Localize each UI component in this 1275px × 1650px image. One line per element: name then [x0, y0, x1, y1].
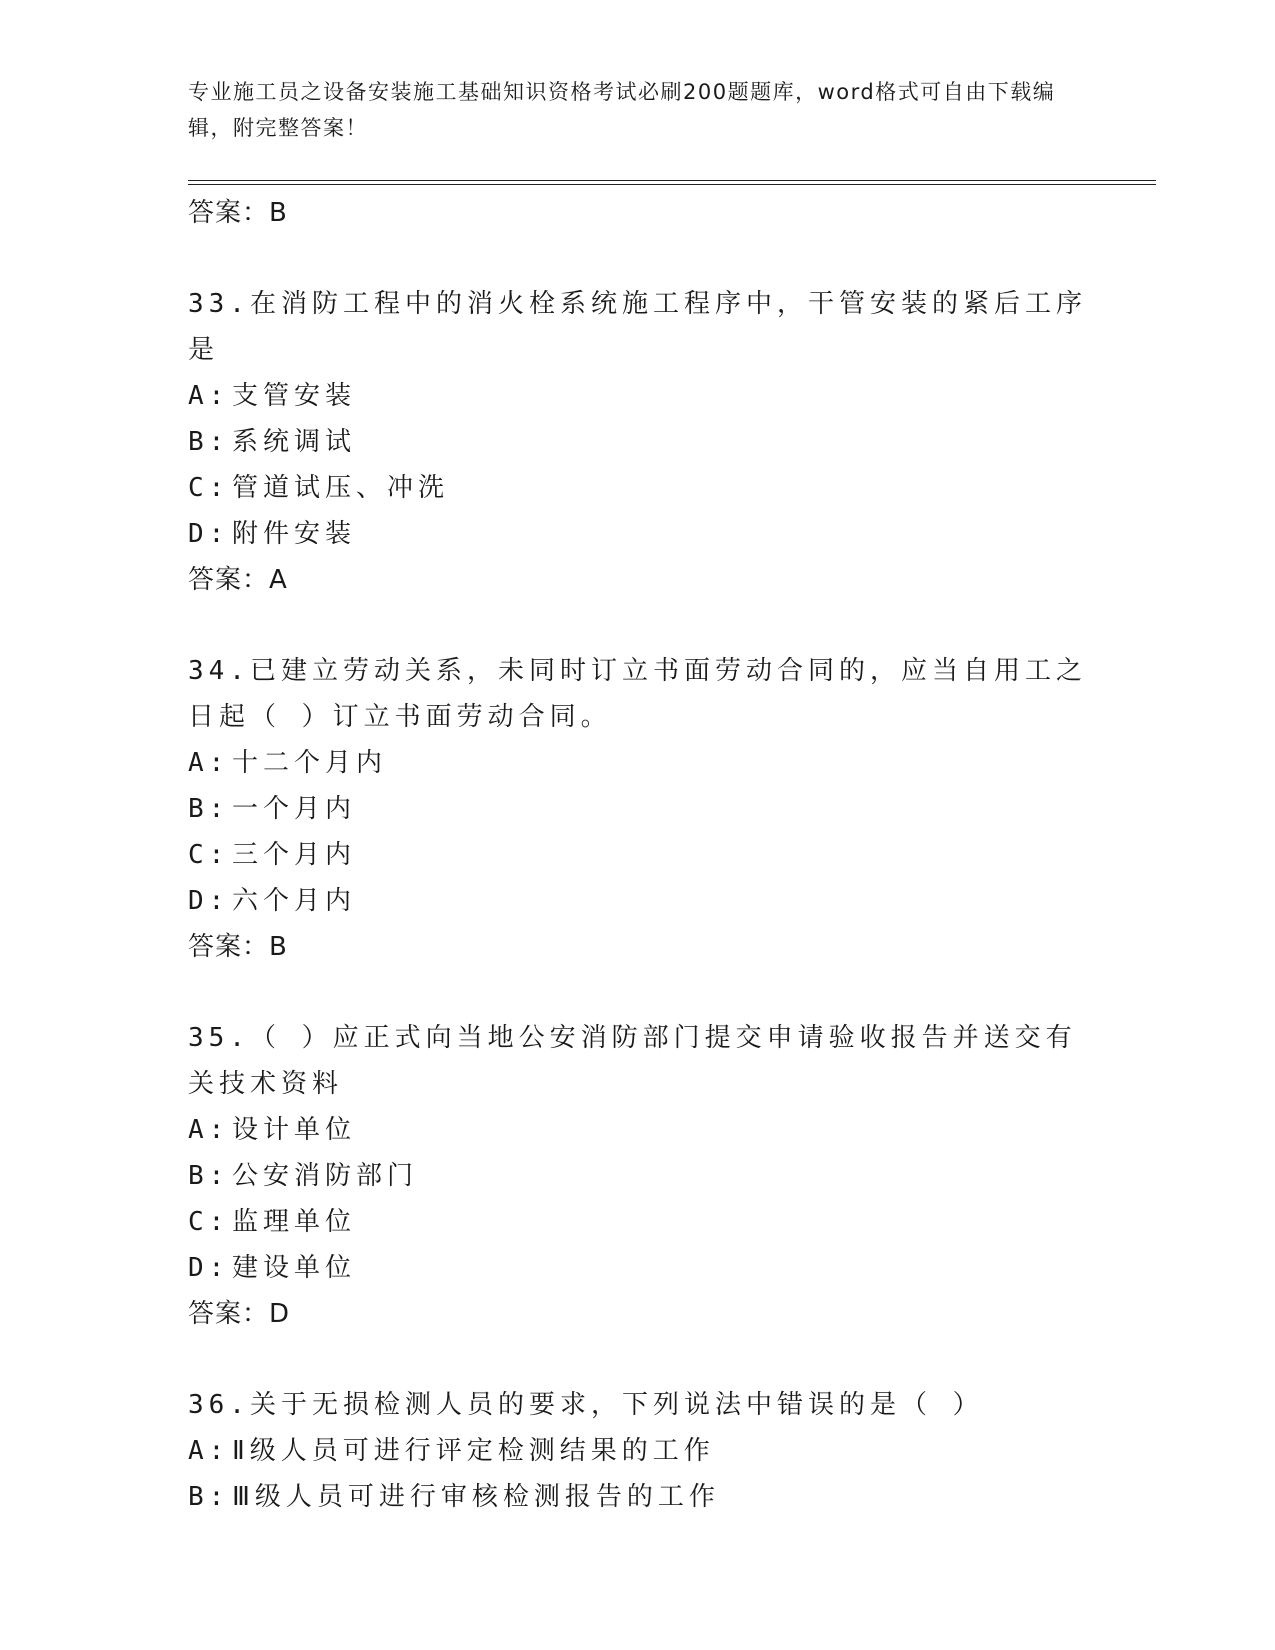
question-33	[188, 281, 1088, 603]
option-c: C: 三个月内	[188, 840, 357, 870]
option-b: B: 一个月内	[188, 794, 357, 824]
question-34	[188, 648, 1088, 970]
question-text: 36.关于无损检测人员的要求，下列说法中错误的是（ ）	[188, 1390, 984, 1420]
option-a: A: 设计单位	[188, 1115, 357, 1145]
question-36	[188, 1382, 1088, 1520]
option-c: C: 管道试压、冲洗	[188, 473, 450, 503]
question-text: 35.（ ）应正式向当地公安消防部门提交申请验收报告并送交有关技术资料	[188, 1023, 1077, 1099]
option-b: B: 公安消防部门	[188, 1161, 419, 1191]
header-divider-bottom	[188, 184, 1156, 185]
answer: 答案：B	[188, 932, 288, 962]
question-35	[188, 1015, 1088, 1337]
question-text: 33.在消防工程中的消火栓系统施工程序中，干管安装的紧后工序是	[188, 289, 1087, 365]
previous-answer: 答案：B	[188, 198, 288, 228]
document-header: 专业施工员之设备安装施工基础知识资格考试必刷200题题库，word格式可自由下载编辑，附完整答案！	[188, 80, 1056, 140]
option-d: D: 六个月内	[188, 886, 357, 916]
option-d: D: 建设单位	[188, 1253, 357, 1283]
option-b: B: Ⅲ级人员可进行审核检测报告的工作	[188, 1482, 720, 1512]
option-a: A: Ⅱ级人员可进行评定检测结果的工作	[188, 1436, 715, 1466]
option-d: D: 附件安装	[188, 519, 357, 549]
option-a: A: 十二个月内	[188, 748, 388, 778]
header-divider-top	[188, 180, 1156, 181]
answer: 答案：D	[188, 1299, 291, 1329]
option-c: C: 监理单位	[188, 1207, 357, 1237]
question-list	[188, 190, 1088, 1520]
question-text: 34.已建立劳动关系，未同时订立书面劳动合同的，应当自用工之日起（ ）订立书面劳动合同。	[188, 656, 1087, 732]
answer: 答案：A	[188, 565, 288, 595]
option-a: A: 支管安装	[188, 381, 357, 411]
option-b: B: 系统调试	[188, 427, 357, 457]
